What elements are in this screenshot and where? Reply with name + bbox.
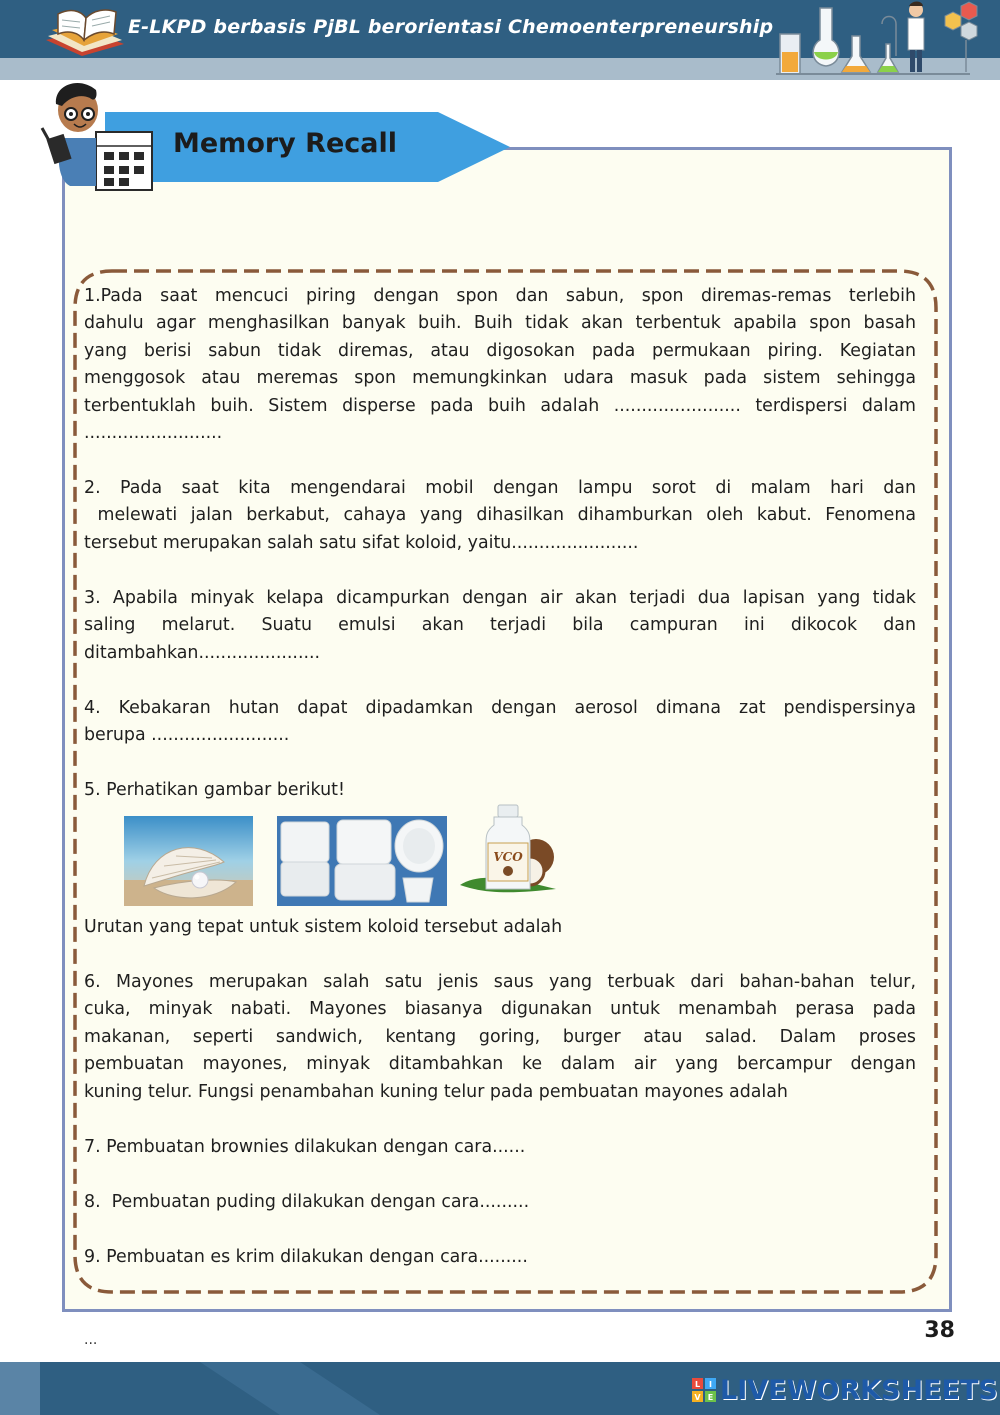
question-6-line: makanan, seperti sandwich, kentang goring, burger atau salad. Dalam proses [84, 1026, 916, 1047]
page-ellipsis: ... [84, 1332, 98, 1348]
question-1-line: terbentuklah buih. Sistem disperse pada buih adalah ....................... terdispersi dalam [84, 395, 916, 416]
question-6-line: pembuatan mayones, minyak ditambahkan ke dalam air yang bercampur dengan [84, 1054, 916, 1075]
question-8: 8. Pembuatan puding dilakukan dengan cara......... [84, 1192, 530, 1212]
logo-letter: L [694, 1380, 701, 1389]
question-1-line: yang berisi sabun tidak diremas, atau digosokan pada permukaan piring. Kegiatan [84, 340, 916, 361]
question-2-line: 2. Pada saat kita mengendarai mobil dengan lampu sorot di malam hari dan [84, 478, 916, 498]
logo-letter: I [709, 1380, 712, 1389]
page-number: 38 [924, 1318, 955, 1343]
question-5-prompt: 5. Perhatikan gambar berikut! [84, 780, 345, 800]
question-3 [84, 585, 916, 667]
vco-label: VCO [493, 850, 523, 864]
header-title: E-LKPD berbasis PjBL berorientasi Chemoenterpreneurship [128, 16, 774, 38]
styrofoam-containers-image [277, 816, 447, 906]
question-2 [84, 475, 916, 557]
question-1 [84, 283, 916, 447]
question-6-line: 6. Mayones merupakan salah satu jenis saus yang terbuak dari bahan-bahan telur, [84, 972, 916, 992]
question-5-followup: Urutan yang tepat untuk sistem koloid tersebut adalah [84, 917, 563, 937]
pearl-in-shell-image [124, 816, 253, 906]
vco-bottle-with-coconut-image [458, 803, 558, 899]
question-3-line: saling melarut. Suatu emulsi akan terjadi bila campuran ini dikocok dan [84, 615, 916, 636]
question-4-line: 4. Kebakaran hutan dapat dipadamkan dengan aerosol dimana zat pendispersinya [84, 698, 916, 718]
footer-decoration [0, 1362, 380, 1415]
question-1-line: menggosok atau meremas spon memungkinkan udara masuk pada sistem sehingga [84, 368, 916, 389]
question-9: 9. Pembuatan es krim dilakukan dengan cara......... [84, 1247, 528, 1267]
liveworksheets-wordmark: LIVEWORKSHEETS [720, 1374, 998, 1406]
question-4 [84, 695, 916, 750]
question-7: 7. Pembuatan brownies dilakukan dengan cara...... [84, 1137, 526, 1157]
logo-letter: E [707, 1393, 714, 1402]
section-title: Memory Recall [173, 128, 398, 159]
question-3-answer-line: ditambahkan...................... [84, 642, 321, 663]
question-1-line: dahulu agar menghasilkan banyak buih. Buih tidak akan terbentuk apabila spon basah [84, 313, 916, 334]
liveworksheets-logo-icon [692, 1378, 716, 1402]
liveworksheets-brand[interactable] [692, 1373, 998, 1407]
question-3-line: 3. Apabila minyak kelapa dicampurkan dengan air akan terjadi dua lapisan yang tidak [84, 588, 916, 608]
question-6-line: cuka, minyak nabati. Mayones biasanya digunakan untuk menambah perasa pada [84, 999, 916, 1020]
student-with-notebook-icon [36, 76, 158, 194]
logo-letter: V [694, 1393, 701, 1402]
question-1-line: 1.Pada saat mencuci piring dengan spon dan sabun, spon diremas-remas terlebih [84, 286, 916, 306]
question-1-answer-blank: ......................... [84, 423, 223, 444]
question-6-line: kuning telur. Fungsi penambahan kuning telur pada pembuatan mayones adalah [84, 1081, 788, 1102]
question-2-answer-line: tersebut merupakan salah satu sifat koloid, yaitu....................... [84, 532, 639, 553]
question-4-answer-line: berupa ......................... [84, 725, 290, 746]
laboratory-illustration-icon [770, 0, 990, 78]
books-icon [40, 0, 130, 62]
question-2-line: melewati jalan berkabut, cahaya yang dihasilkan dihamburkan oleh kabut. Fenomena [84, 505, 916, 526]
question-6 [84, 969, 916, 1106]
